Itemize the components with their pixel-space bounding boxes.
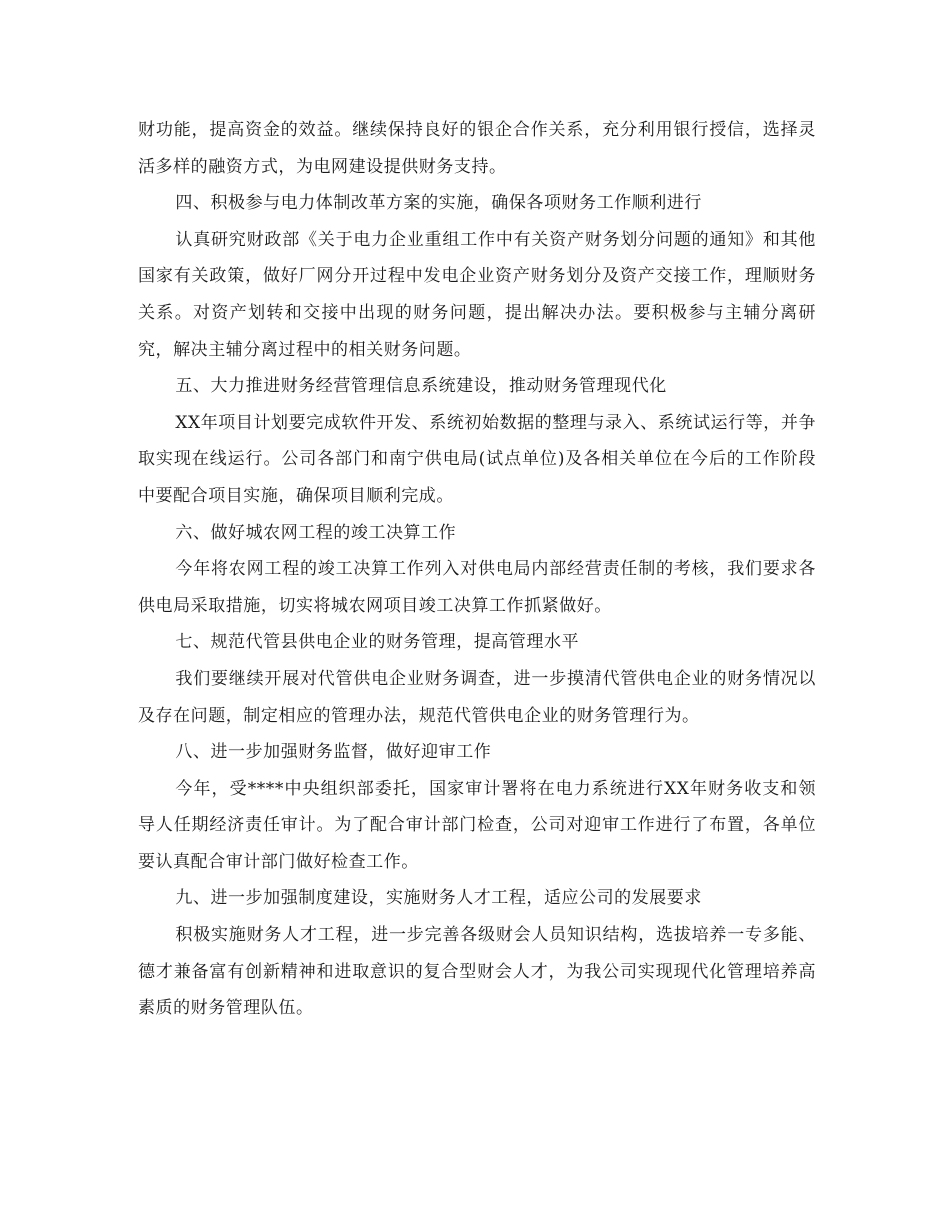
body-paragraph: 今年，受****中央组织部委托，国家审计署将在电力系统进行XX年财务收支和领导人任期经济责任审计。为了配合审计部门检查，公司对迎审工作进行了布置，各单位要认真配合审计部门做好检查工作。 <box>138 778 816 872</box>
body-paragraph: 认真研究财政部《关于电力企业重组工作中有关资产财务划分问题的通知》和其他国家有关政策，做好厂网分开过程中发电企业资产财务划分及资产交接工作，理顺财务关系。对资产划转和交接中出现的财务问题，提出解决办法。要积极参与主辅分离研究，解决主辅分离过程中的相关财务问题。 <box>138 229 816 360</box>
body-paragraph: 今年将农网工程的竣工决算工作列入对供电局内部经营责任制的考核，我们要求各供电局采取措施，切实将城农网项目竣工决算工作抓紧做好。 <box>138 559 816 616</box>
section-heading: 七、规范代管县供电企业的财务管理，提高管理水平 <box>175 632 580 653</box>
section-heading: 六、做好城农网工程的竣工决算工作 <box>175 522 457 543</box>
section-heading: 八、进一步加强财务监督，做好迎审工作 <box>175 742 492 763</box>
section-heading: 四、积极参与电力体制改革方案的实施，确保各项财务工作顺利进行 <box>175 193 702 214</box>
body-paragraph: XX年项目计划要完成软件开发、系统初始数据的整理与录入、系统试运行等，并争取实现在线运行。公司各部门和南宁供电局(试点单位)及各相关单位在今后的工作阶段中要配合项目实施，确保项目顺利完成。 <box>138 412 816 506</box>
section-heading: 五、大力推进财务经营管理信息系统建设，推动财务管理现代化 <box>175 376 667 397</box>
body-paragraph: 积极实施财务人才工程，进一步完善各级财会人员知识结构，选拔培养一专多能、德才兼备富有创新精神和进取意识的复合型财会人才，为我公司实现现代化管理培养高素质的财务管理队伍。 <box>138 925 816 1019</box>
document-body <box>138 112 816 1027</box>
body-paragraph: 财功能，提高资金的效益。继续保持良好的银企合作关系，充分利用银行授信，选择灵活多样的融资方式，为电网建设提供财务支持。 <box>138 120 816 177</box>
body-paragraph: 我们要继续开展对代管供电企业财务调查，进一步摸清代管供电企业的财务情况以及存在问题，制定相应的管理办法，规范代管供电企业的财务管理行为。 <box>138 668 816 726</box>
section-heading: 九、进一步加强制度建设，实施财务人才工程，适应公司的发展要求 <box>175 888 702 909</box>
